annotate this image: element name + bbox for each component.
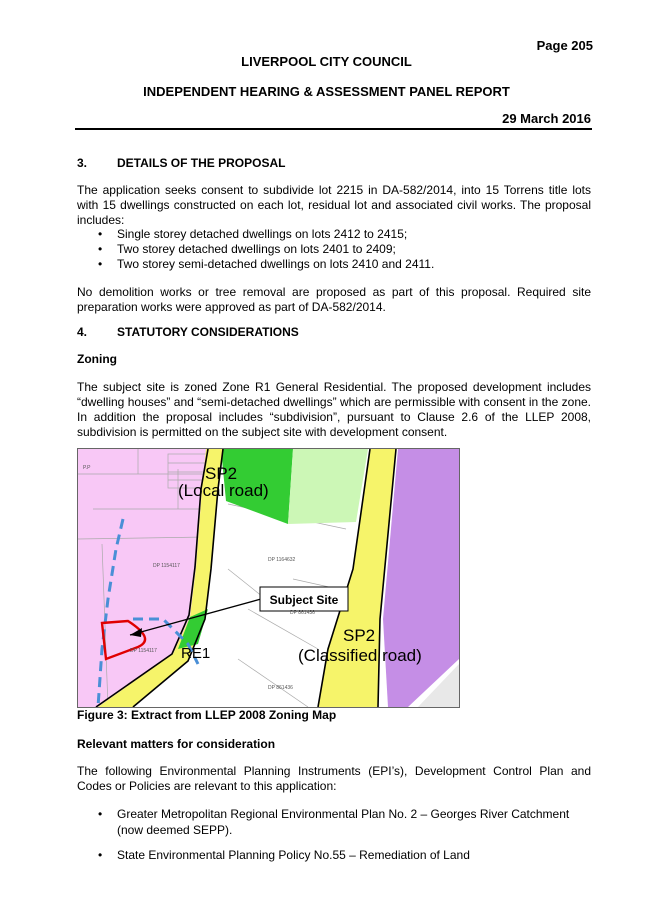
svg-text:DP 1154117: DP 1154117 — [130, 648, 157, 654]
page-number: Page 205 — [536, 38, 593, 53]
report-title: INDEPENDENT HEARING & ASSESSMENT PANEL REPORT — [143, 84, 510, 99]
section-3-heading — [77, 156, 285, 170]
section-4-number: 4. — [77, 325, 88, 339]
list-item: • State Environmental Planning Policy No.55 – Remediation of Land — [97, 847, 591, 863]
zoning-text: The subject site is zoned Zone R1 General Residential. The proposed development includes “dwelling houses” and “semi-detached dwellings” which are permissible with consent in the zone. In addition the proposal includes “subdivision”, pursuant to Clause 2.6 of the LLEP 2008, subdivision is permitted on the subject site with development consent. — [77, 380, 591, 439]
zoning-map — [77, 448, 460, 708]
header-divider — [75, 128, 592, 130]
relevant-list — [97, 806, 591, 872]
section-4-heading — [77, 325, 299, 339]
svg-text:DP 1164632: DP 1164632 — [268, 557, 296, 563]
list-item: • Two storey detached dwellings on lots 2401 to 2409; — [97, 242, 591, 257]
section-3-title: DETAILS OF THE PROPOSAL — [117, 156, 286, 170]
sp2-top-label: SP2 — [205, 464, 238, 483]
svg-text:P.P: P.P — [83, 465, 91, 471]
list-item: • Two storey semi-detached dwellings on lots 2410 and 2411. — [97, 257, 591, 272]
relevant-intro: The following Environmental Planning Instruments (EPI’s), Development Control Plan and Codes or Policies are relevant to this application: — [77, 764, 591, 793]
relevant-heading: Relevant matters for consideration — [77, 737, 276, 751]
list-item: • Greater Metropolitan Regional Environmental Plan No. 2 – Georges River Catchment (now deemed SEPP). — [97, 806, 591, 838]
local-road-label: (Local road) — [178, 481, 269, 500]
proposal-list — [97, 227, 591, 272]
council-name: LIVERPOOL CITY COUNCIL — [241, 54, 412, 69]
classified-road-label: (Classified road) — [298, 646, 422, 665]
svg-text:DP 861436: DP 861436 — [290, 610, 315, 616]
figure-caption: Figure 3: Extract from LLEP 2008 Zoning Map — [77, 708, 337, 722]
re1-label: RE1 — [181, 645, 211, 662]
subject-site-label: Subject Site — [269, 593, 339, 607]
section-3-number: 3. — [77, 156, 88, 170]
svg-text:DP 1154117: DP 1154117 — [153, 563, 180, 569]
recreation-zone-light — [288, 449, 368, 524]
report-date: 29 March 2016 — [502, 111, 591, 126]
list-item: • Single storey detached dwellings on lots 2412 to 2415; — [97, 227, 591, 242]
svg-text:DP 861436: DP 861436 — [268, 685, 293, 691]
section-3-intro: The application seeks consent to subdivide lot 2215 in DA-582/2014, into 15 Torrens title lots with 15 dwellings constructed on each lot, residual lot and associated civil works. The proposal includes: — [77, 183, 591, 227]
sp2-bottom-label: SP2 — [343, 626, 376, 645]
section-3-closing: No demolition works or tree removal are proposed as part of this proposal. Required site preparation works were approved as part of DA-582/2014. — [77, 285, 591, 314]
section-4-title: STATUTORY CONSIDERATIONS — [117, 325, 299, 339]
zoning-heading: Zoning — [77, 352, 117, 366]
